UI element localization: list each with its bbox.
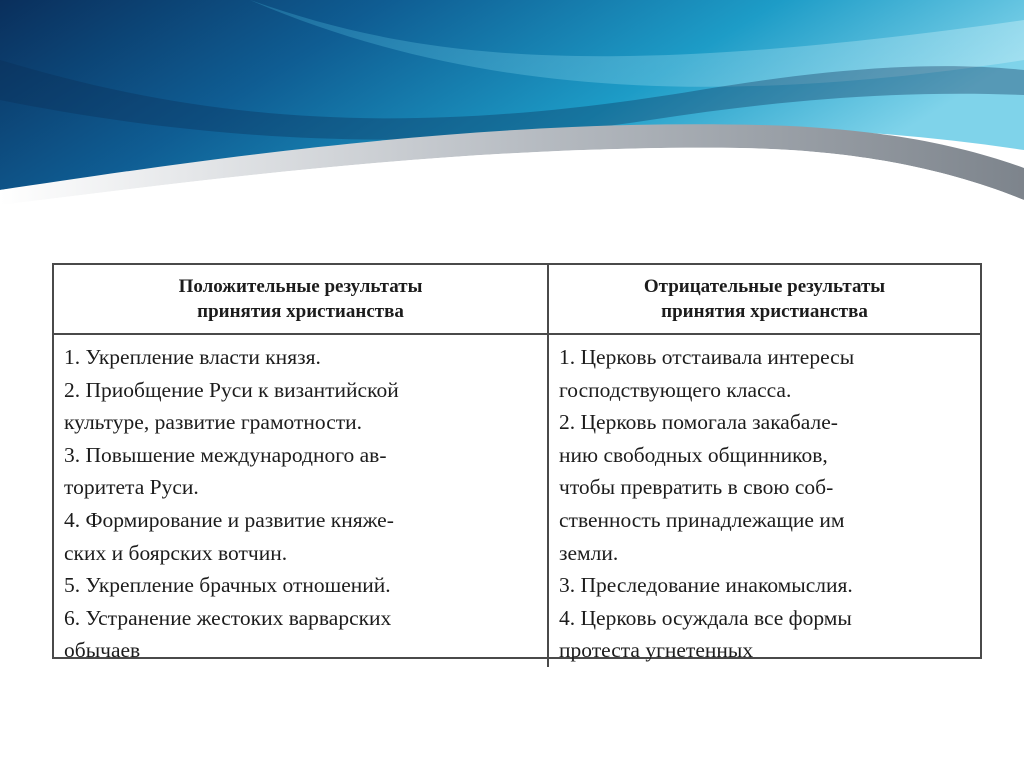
positive-line: 6. Устранение жестоких варварских (64, 605, 392, 630)
header-negative-line2: принятия христианства (661, 301, 868, 322)
negative-line: ственность принадлежащие им (559, 507, 845, 532)
header-banner-decoration (0, 0, 1024, 250)
negative-line: господствующего класса. (559, 377, 792, 402)
positive-line: обычаев (64, 638, 141, 663)
negative-line: 2. Церковь помогала закабале- (559, 410, 838, 435)
positive-line: 3. Повышение международного ав- (64, 442, 387, 467)
positive-line: 4. Формирование и развитие княже- (64, 507, 394, 532)
positive-line: 1. Укрепление власти князя. (64, 345, 321, 369)
positive-line: торитета Руси. (64, 475, 199, 500)
results-table (52, 263, 982, 663)
negative-line: 3. Преследование инакомыслия. (559, 573, 853, 598)
negative-line: земли. (559, 540, 619, 565)
negative-line: нию свободных общинников, (559, 442, 828, 467)
header-positive-line2: принятия христианства (197, 301, 404, 322)
negative-line: чтобы превратить в свою соб- (559, 475, 834, 500)
header-positive (54, 265, 549, 335)
negative-line: 4. Церковь осуждала все формы (559, 605, 852, 630)
positive-results-cell (54, 335, 549, 667)
header-negative (549, 265, 980, 335)
positive-line: культуре, развитие грамотности. (64, 410, 363, 435)
positive-line: ских и боярских вотчин. (64, 540, 288, 565)
header-negative-line1: Отрицательные результаты (643, 276, 886, 297)
negative-results-cell (549, 335, 980, 667)
positive-line: 2. Приобщение Руси к византийской (64, 377, 399, 402)
positive-line: 5. Укрепление брачных отношений. (64, 573, 391, 598)
header-positive-line1: Положительные результаты (178, 276, 423, 297)
negative-line: 1. Церковь отстаивала интересы (559, 345, 855, 369)
negative-line: протеста угнетенных (559, 638, 754, 663)
